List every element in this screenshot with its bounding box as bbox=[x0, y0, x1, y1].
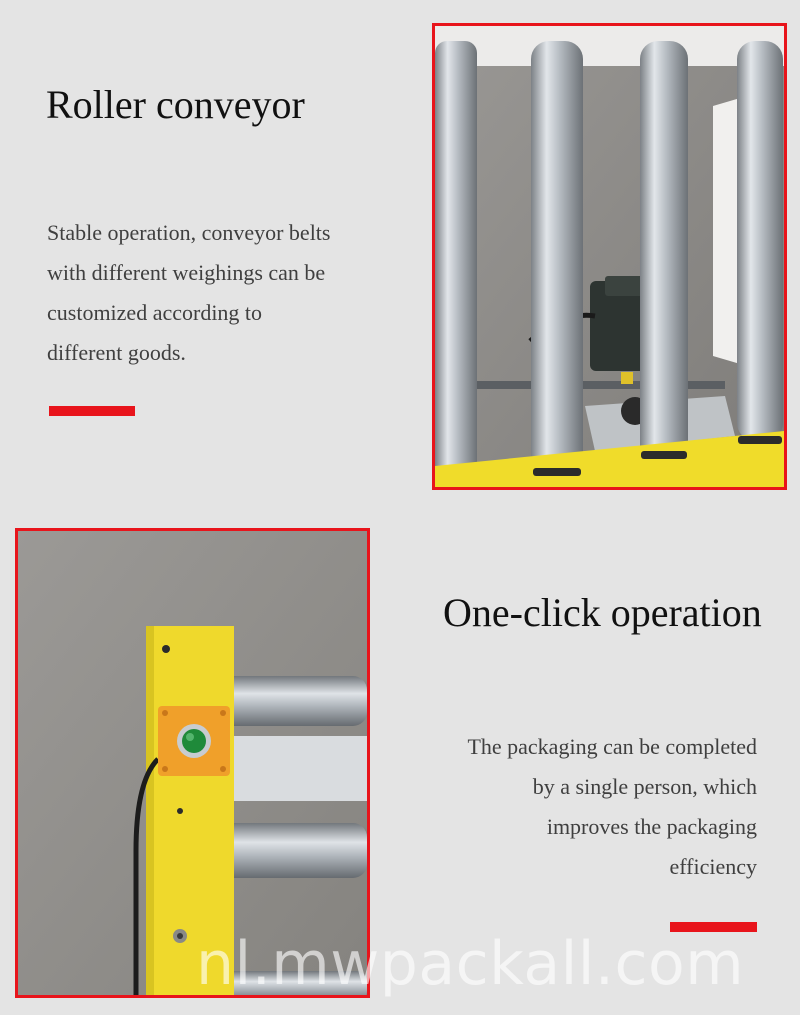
section-description-roller-conveyor bbox=[47, 213, 387, 373]
description-line: Stable operation, conveyor belts bbox=[47, 220, 331, 245]
roller-conveyor-photo bbox=[432, 23, 787, 490]
description-line: different goods. bbox=[47, 340, 186, 365]
description-line: efficiency bbox=[669, 854, 757, 879]
accent-divider bbox=[49, 406, 135, 416]
site-watermark: nl.mwpackall.com bbox=[196, 929, 745, 999]
description-line: by a single person, which bbox=[532, 774, 757, 799]
section-title-one-click-operation: One-click operation bbox=[443, 590, 762, 635]
description-line: customized according to bbox=[47, 300, 263, 325]
section-description-one-click-operation bbox=[380, 727, 757, 887]
section-title-roller-conveyor: Roller conveyor bbox=[46, 82, 305, 127]
description-line: improves the packaging bbox=[546, 814, 757, 839]
description-line: with different weighings can be bbox=[47, 260, 326, 285]
description-line: The packaging can be completed bbox=[467, 734, 757, 759]
